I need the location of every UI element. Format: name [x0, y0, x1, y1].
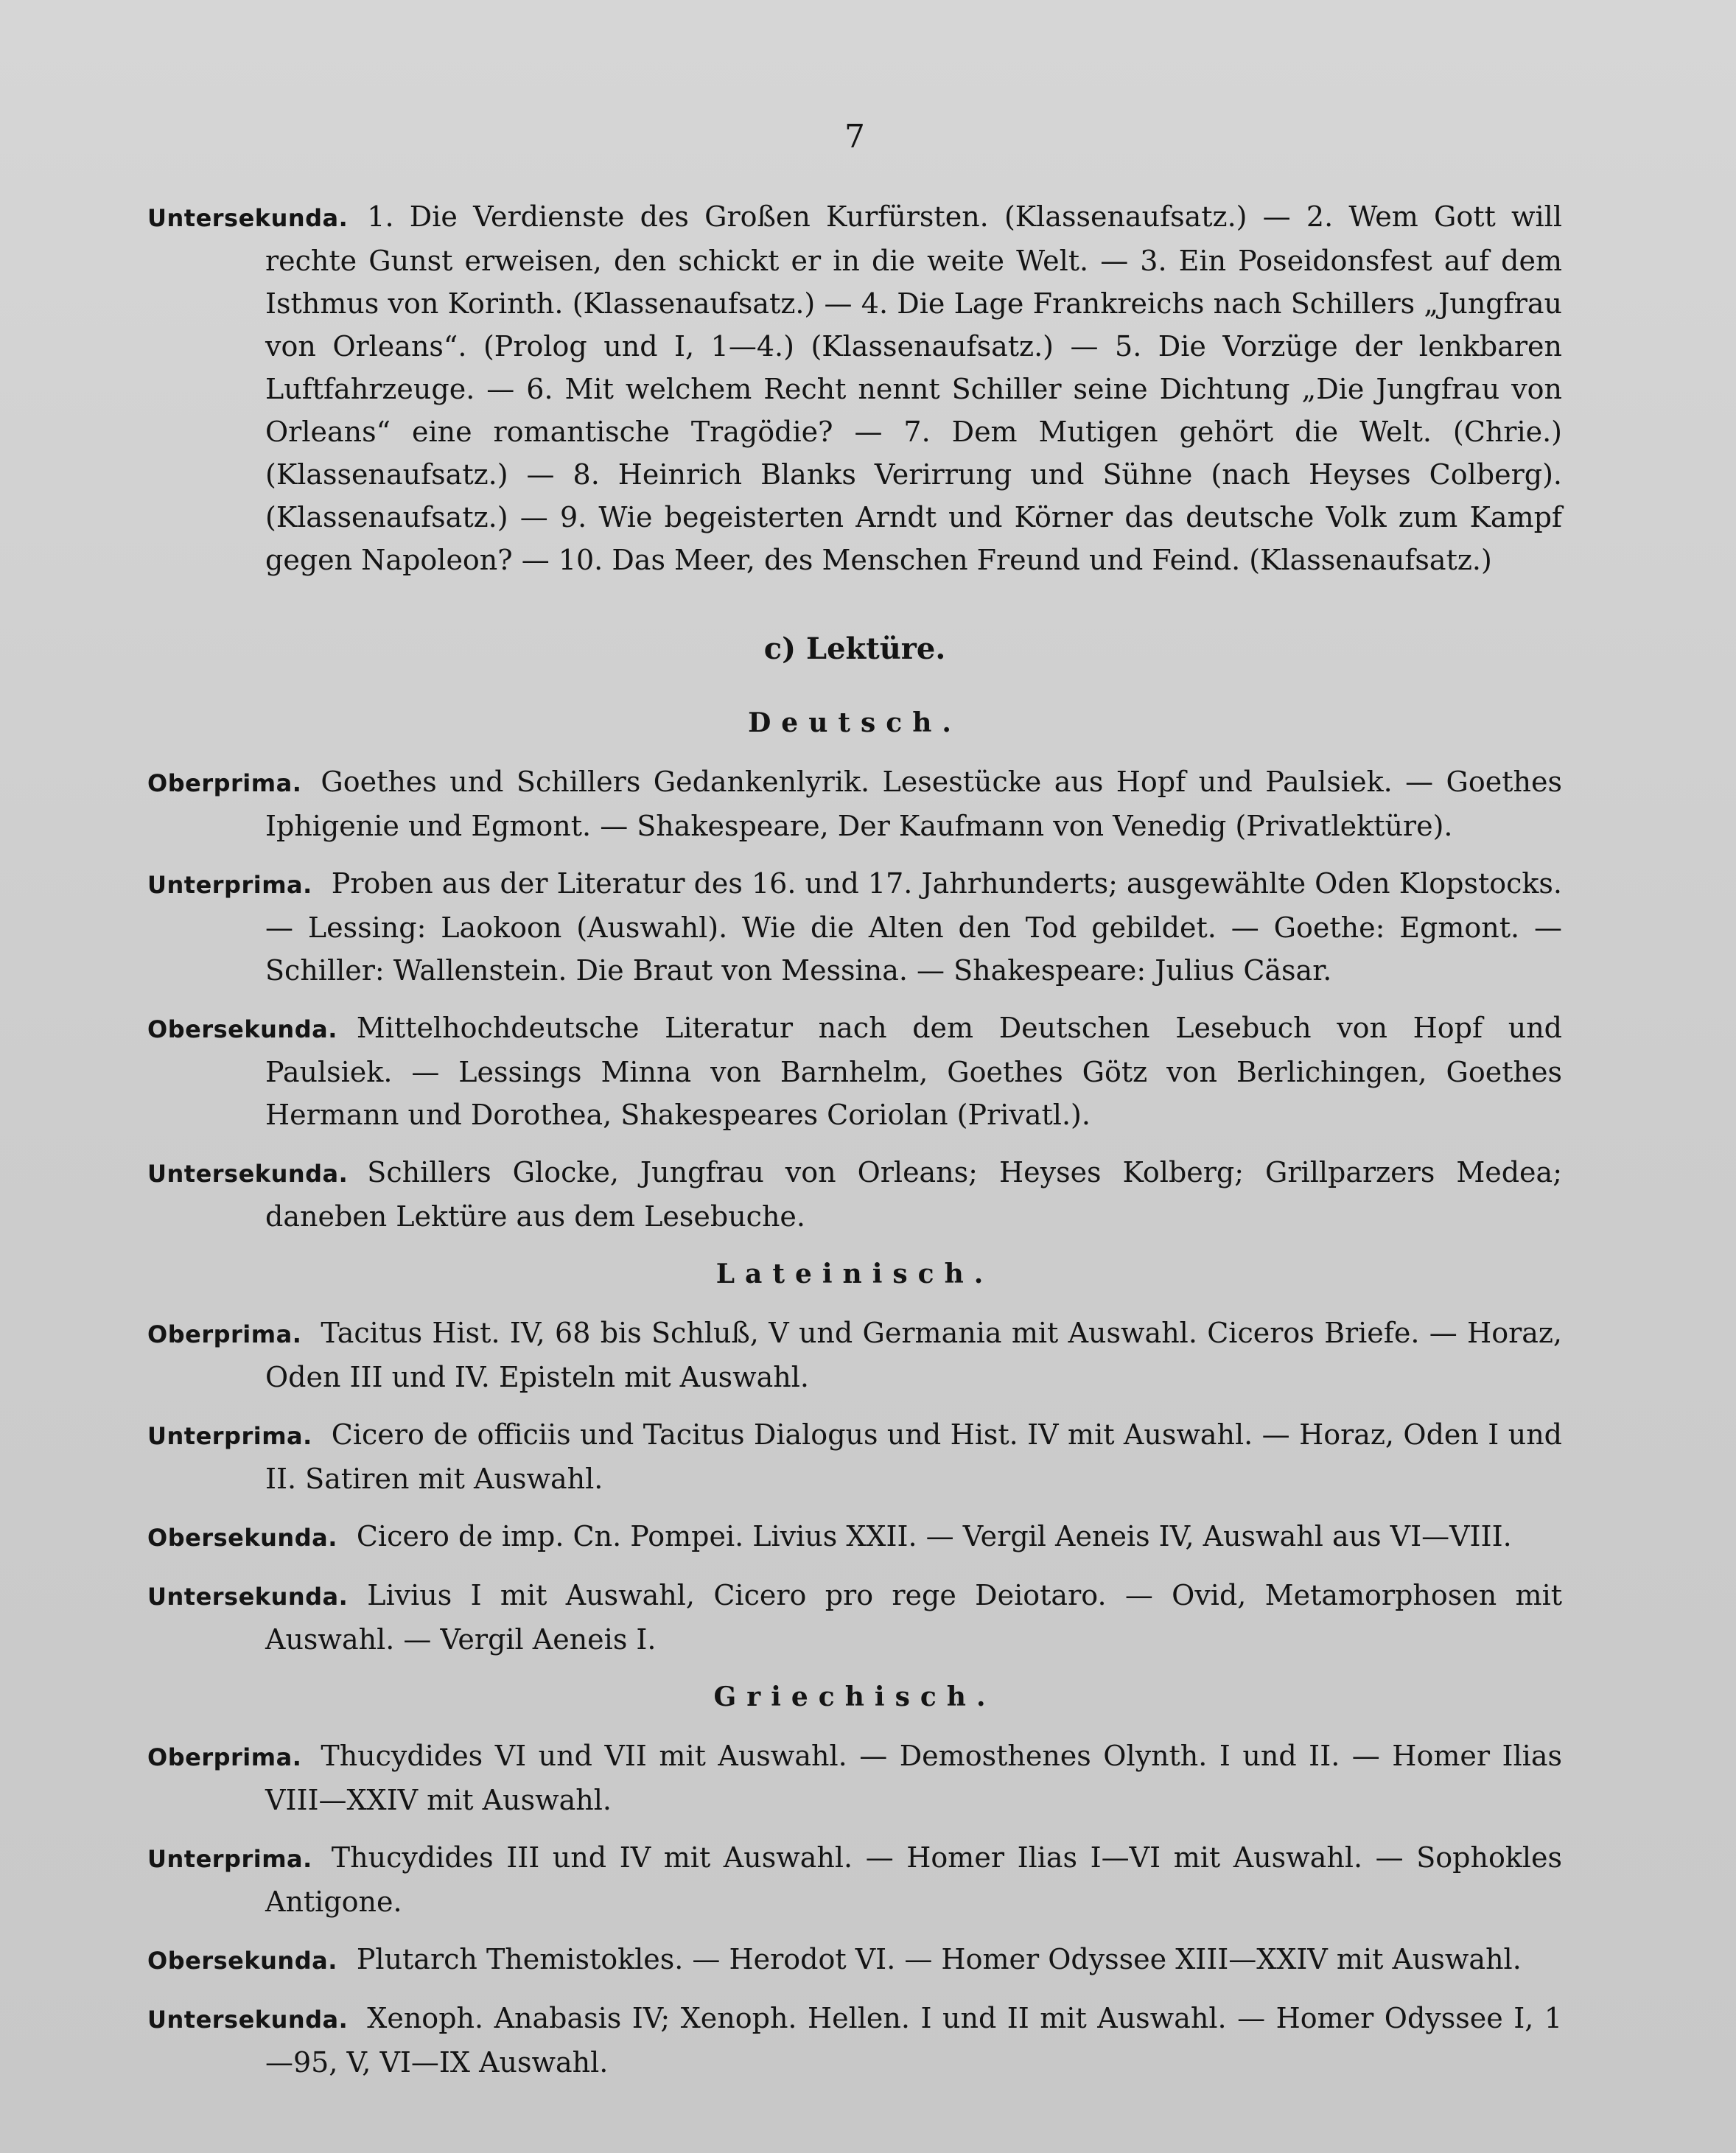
entry-text: Tacitus Hist. IV, 68 bis Schluß, V und Germania mit Auswahl. Ciceros Briefe. — Horaz, Oden III und IV. Episteln mit Auswahl.: [265, 1317, 1562, 1393]
entry-label: Obersekunda.: [147, 1524, 337, 1552]
page-number: 7: [844, 118, 865, 155]
page-content: [147, 195, 1562, 2098]
reading-entry: [147, 862, 1562, 992]
entry-text: Proben aus der Literatur des 16. und 17. Jahrhunderts; ausgewählte Oden Klopstocks. — Lessing: Laokoon (Auswahl). Wie die Alten den Tod gebildet. — Goethe: Egmont. — Schiller: Wallenstein. Die Braut von Messina. — Shakespeare: Julius Cäsar.: [265, 867, 1562, 987]
reading-entry: [147, 760, 1562, 847]
entry-label: Untersekunda.: [147, 204, 349, 232]
entry-text: Thucydides VI und VII mit Auswahl. — Demosthenes Olynth. I und II. — Homer Ilias VIII—XXIV mit Auswahl.: [265, 1740, 1562, 1816]
reading-entry: [147, 1938, 1562, 1982]
subject-heading-deutsch: Deutsch.: [748, 707, 962, 738]
reading-entry: [147, 1836, 1562, 1923]
entry-label: Oberprima.: [147, 769, 302, 797]
entry-label: Unterprima.: [147, 1422, 312, 1450]
entry-text: Schillers Glocke, Jungfrau von Orleans; Heyses Kolberg; Grillparzers Medea; daneben Lektüre aus dem Lesebuche.: [265, 1156, 1562, 1233]
essay-topics-entry: [147, 195, 1562, 581]
entry-text: 1. Die Verdienste des Großen Kurfürsten. (Klassenaufsatz.) — 2. Wem Gott will rechte Gunst erweisen, den schickt er in die weite Welt. — 3. Ein Poseidonsfest auf dem Isthmus von Korinth. (Klassenaufsatz.) — 4. Die Lage Frankreichs nach Schillers „Jungfrau von Orleans“. (Prolog und I, 1—4.) (Klassenaufsatz.) — 5. Die Vorzüge der lenkbaren Luftfahrzeuge. — 6. Mit welchem Recht nennt Schiller seine Dichtung „Die Jungfrau von Orleans“ eine romantische Tragödie? — 7. Dem Mutigen gehört die Welt. (Chrie.) (Klassenaufsatz.) — 8. Heinrich Blanks Verirrung und Sühne (nach Heyses Colberg). (Klassenaufsatz.) — 9. Wie begeisterten Arndt und Körner das deutsche Volk zum Kampf gegen Napoleon? — 10. Das Meer, des Menschen Freund und Feind. (Klassenaufsatz.): [265, 200, 1562, 576]
entry-text: Mittelhochdeutsche Literatur nach dem Deutschen Lesebuch von Hopf und Paulsiek. — Lessings Minna von Barnhelm, Goethes Götz von Berlichingen, Goethes Hermann und Dorothea, Shakespeares Coriolan (Privatl.).: [265, 1012, 1562, 1131]
reading-entry: [147, 1515, 1562, 1559]
subject-heading-lateinisch: Lateinisch.: [715, 1258, 994, 1289]
reading-entry: [147, 1997, 1562, 2084]
entry-text: Plutarch Themistokles. — Herodot VI. — Homer Odyssee XIII—XXIV mit Auswahl.: [356, 1943, 1522, 1975]
entry-label: Oberprima.: [147, 1320, 302, 1348]
reading-heading: c) Lektüre.: [763, 631, 946, 666]
reading-entry: [147, 1312, 1562, 1398]
entry-text: Xenoph. Anabasis IV; Xenoph. Hellen. I und II mit Auswahl. — Homer Odyssee I, 1—95, V, VI—IX Auswahl.: [265, 2002, 1562, 2079]
entry-label: Untersekunda.: [147, 1583, 349, 1611]
entry-text: Livius I mit Auswahl, Cicero pro rege Deiotaro. — Ovid, Metamorphosen mit Auswahl. — Vergil Aeneis I.: [265, 1579, 1562, 1656]
reading-entry: [147, 1413, 1562, 1500]
entry-label: Unterprima.: [147, 871, 312, 899]
reading-entry: [147, 1574, 1562, 1661]
entry-label: Obersekunda.: [147, 1015, 337, 1043]
entry-text: Cicero de officiis und Tacitus Dialogus und Hist. IV mit Auswahl. — Horaz, Oden I und II. Satiren mit Auswahl.: [265, 1418, 1562, 1495]
reading-entry: [147, 1007, 1562, 1136]
entry-label: Obersekunda.: [147, 1947, 337, 1975]
entry-label: Untersekunda.: [147, 1160, 349, 1188]
entry-label: Unterprima.: [147, 1845, 312, 1873]
entry-text: Goethes und Schillers Gedankenlyrik. Lesestücke aus Hopf und Paulsiek. — Goethes Iphigenie und Egmont. — Shakespeare, Der Kaufmann von Venedig (Privatlektüre).: [265, 766, 1562, 842]
subject-heading-griechisch: Griechisch.: [713, 1681, 996, 1712]
entry-label: Oberprima.: [147, 1743, 302, 1771]
entry-label: Untersekunda.: [147, 2006, 349, 2034]
entry-text: Cicero de imp. Cn. Pompei. Livius XXII. — Vergil Aeneis IV, Auswahl aus VI—VIII.: [356, 1520, 1512, 1552]
reading-entry: [147, 1151, 1562, 1238]
entry-text: Thucydides III und IV mit Auswahl. — Homer Ilias I—VI mit Auswahl. — Sophokles Antigone.: [265, 1841, 1562, 1918]
reading-entry: [147, 1734, 1562, 1821]
